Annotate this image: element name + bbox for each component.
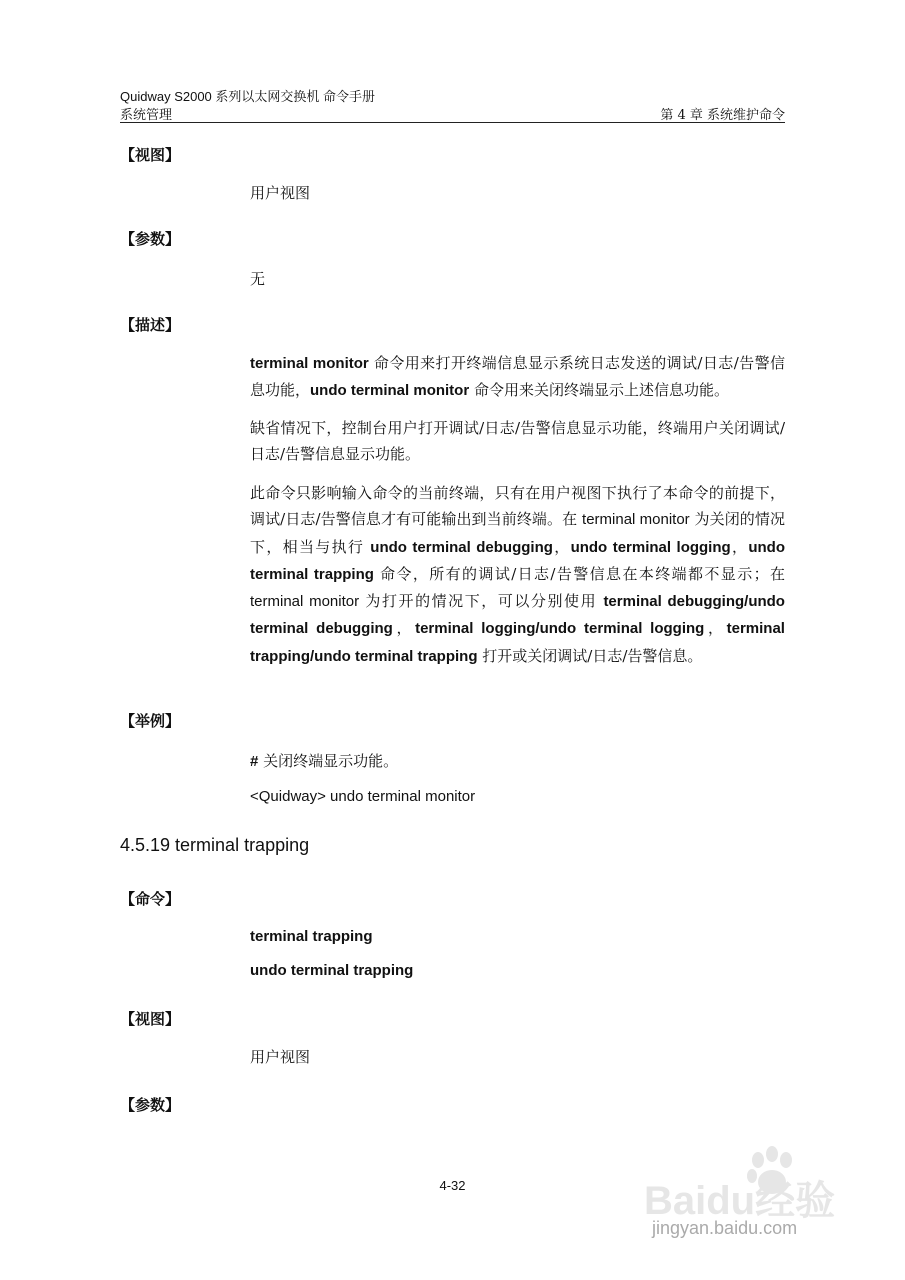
example-command: <Quidway> undo terminal monitor [250,788,476,805]
header-rule [120,122,785,123]
view-value: 用户视图 [250,184,311,202]
params-label: 【参数】 [120,230,181,248]
command-line-1: terminal trapping [250,928,373,945]
view-label: 【视图】 [120,146,181,164]
view-value-2: 用户视图 [250,1048,311,1066]
header-chapter: 第 4 章 系统维护命令 [660,108,785,123]
example-label: 【举例】 [120,712,181,730]
watermark-url: jingyan.baidu.com [652,1218,798,1238]
page-number: 4-32 [439,1178,466,1193]
section-heading: 4.5.19 terminal trapping [120,835,310,855]
desc-paragraph-2: 缺省情况下，控制台用户打开调试/日志/告警信息显示功能，终端用户关闭调试/日志/告警信息显示功能。 [250,419,785,464]
params-value: 无 [250,270,266,288]
command-line-2: undo terminal trapping [250,962,414,979]
command-label: 【命令】 [120,890,181,908]
desc-label: 【描述】 [120,316,181,334]
params-label-2: 【参数】 [120,1096,181,1114]
header-section: 系统管理 [120,108,173,123]
doc-title: Quidway S2000 系列以太网交换机 命令手册 [120,89,376,104]
svg-text:Baidu经验: Baidu经验 [644,1179,836,1223]
view-label-2: 【视图】 [120,1010,181,1028]
desc-paragraph-3: 此命令只影响输入命令的当前终端，只有在用户视图下执行了本命令的前提下，调试/日志/告警信息才有可能输出到当前终端。在 terminal monitor 为关闭的情况下，相当与执行 undo terminal debugging，undo terminal logging，undo terminal trapping 命令，所有的调试/日志/告警信息在本终端都不显示；在 terminal monitor 为打开的情况下，可以分别使用 terminal debugging/undo terminal debugging，terminal logging/undo terminal logging，terminal trapping/undo terminal trapping 打开或关闭调试/日志/告警信息。 [250,484,785,665]
example-comment: # 关闭终端显示功能。 [250,752,399,770]
desc-paragraph-1: terminal monitor 命令用来打开终端信息显示系统日志发送的调试/日志/告警信息功能，undo terminal monitor 命令用来关闭终端显示上述信息功能。 [250,354,785,400]
